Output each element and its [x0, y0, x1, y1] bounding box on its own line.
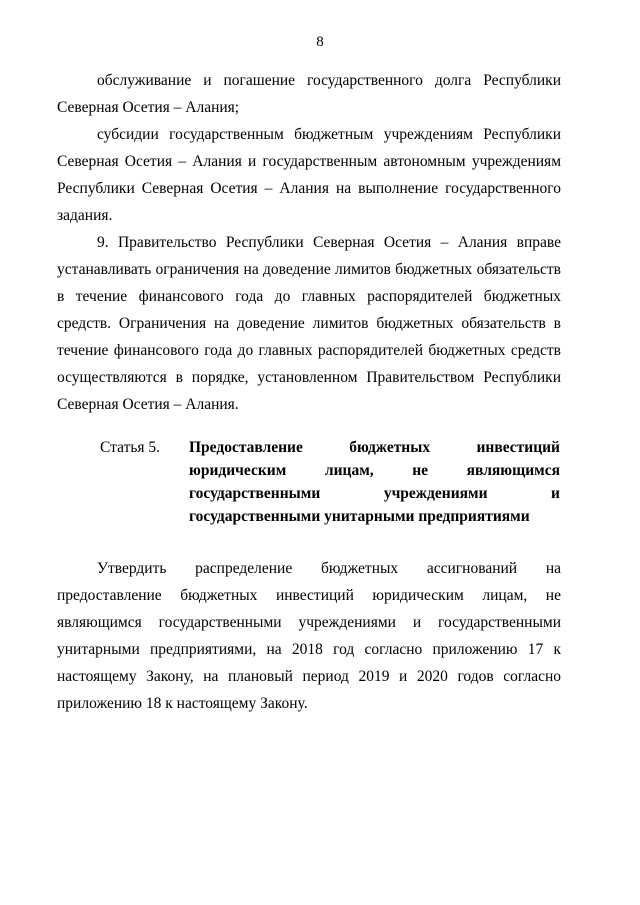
paragraph-article-body: Утвердить распределение бюджетных ассигнований на предоставление бюджетных инвестиций юридическим лицам, не являющимся государственными учреждениями и государственными унитарными предприятиями, на 2018 год согласно приложению 17 к настоящему Закону, на плановый период 2019 и 2020 годов согласно приложению 18 к настоящему Закону.	[57, 560, 561, 712]
body-text-top	[57, 67, 561, 418]
article-label: Статья 5.	[100, 439, 161, 456]
paragraph-subsidies: субсидии государственным бюджетным учреждениям Республики Северная Осетия – Алания и государственным автономным учреждениям Республики Северная Осетия – Алания на выполнение государственного задания.	[57, 126, 561, 224]
paragraph-debt-service: обслуживание и погашение государственного долга Республики Северная Осетия – Алания;	[57, 72, 561, 116]
body-text-article	[57, 555, 561, 717]
paragraph-item-9: 9. Правительство Республики Северная Осетия – Алания вправе устанавливать ограничения на доведение лимитов бюджетных обязательств в течение финансового года до главных распорядителей бюджетных средств. Ограничения на доведение лимитов бюджетных обязательств в течение финансового года до главных распорядителей бюджетных средств осуществляются в порядке, установленном Правительством Республики Северная Осетия – Алания.	[57, 234, 561, 413]
article-title: Предоставление бюджетных инвестиций юридическим лицам, не являющимся государственными учреждениями и государственными унитарными предприятиями	[189, 439, 560, 525]
page-number: 8	[316, 34, 324, 50]
